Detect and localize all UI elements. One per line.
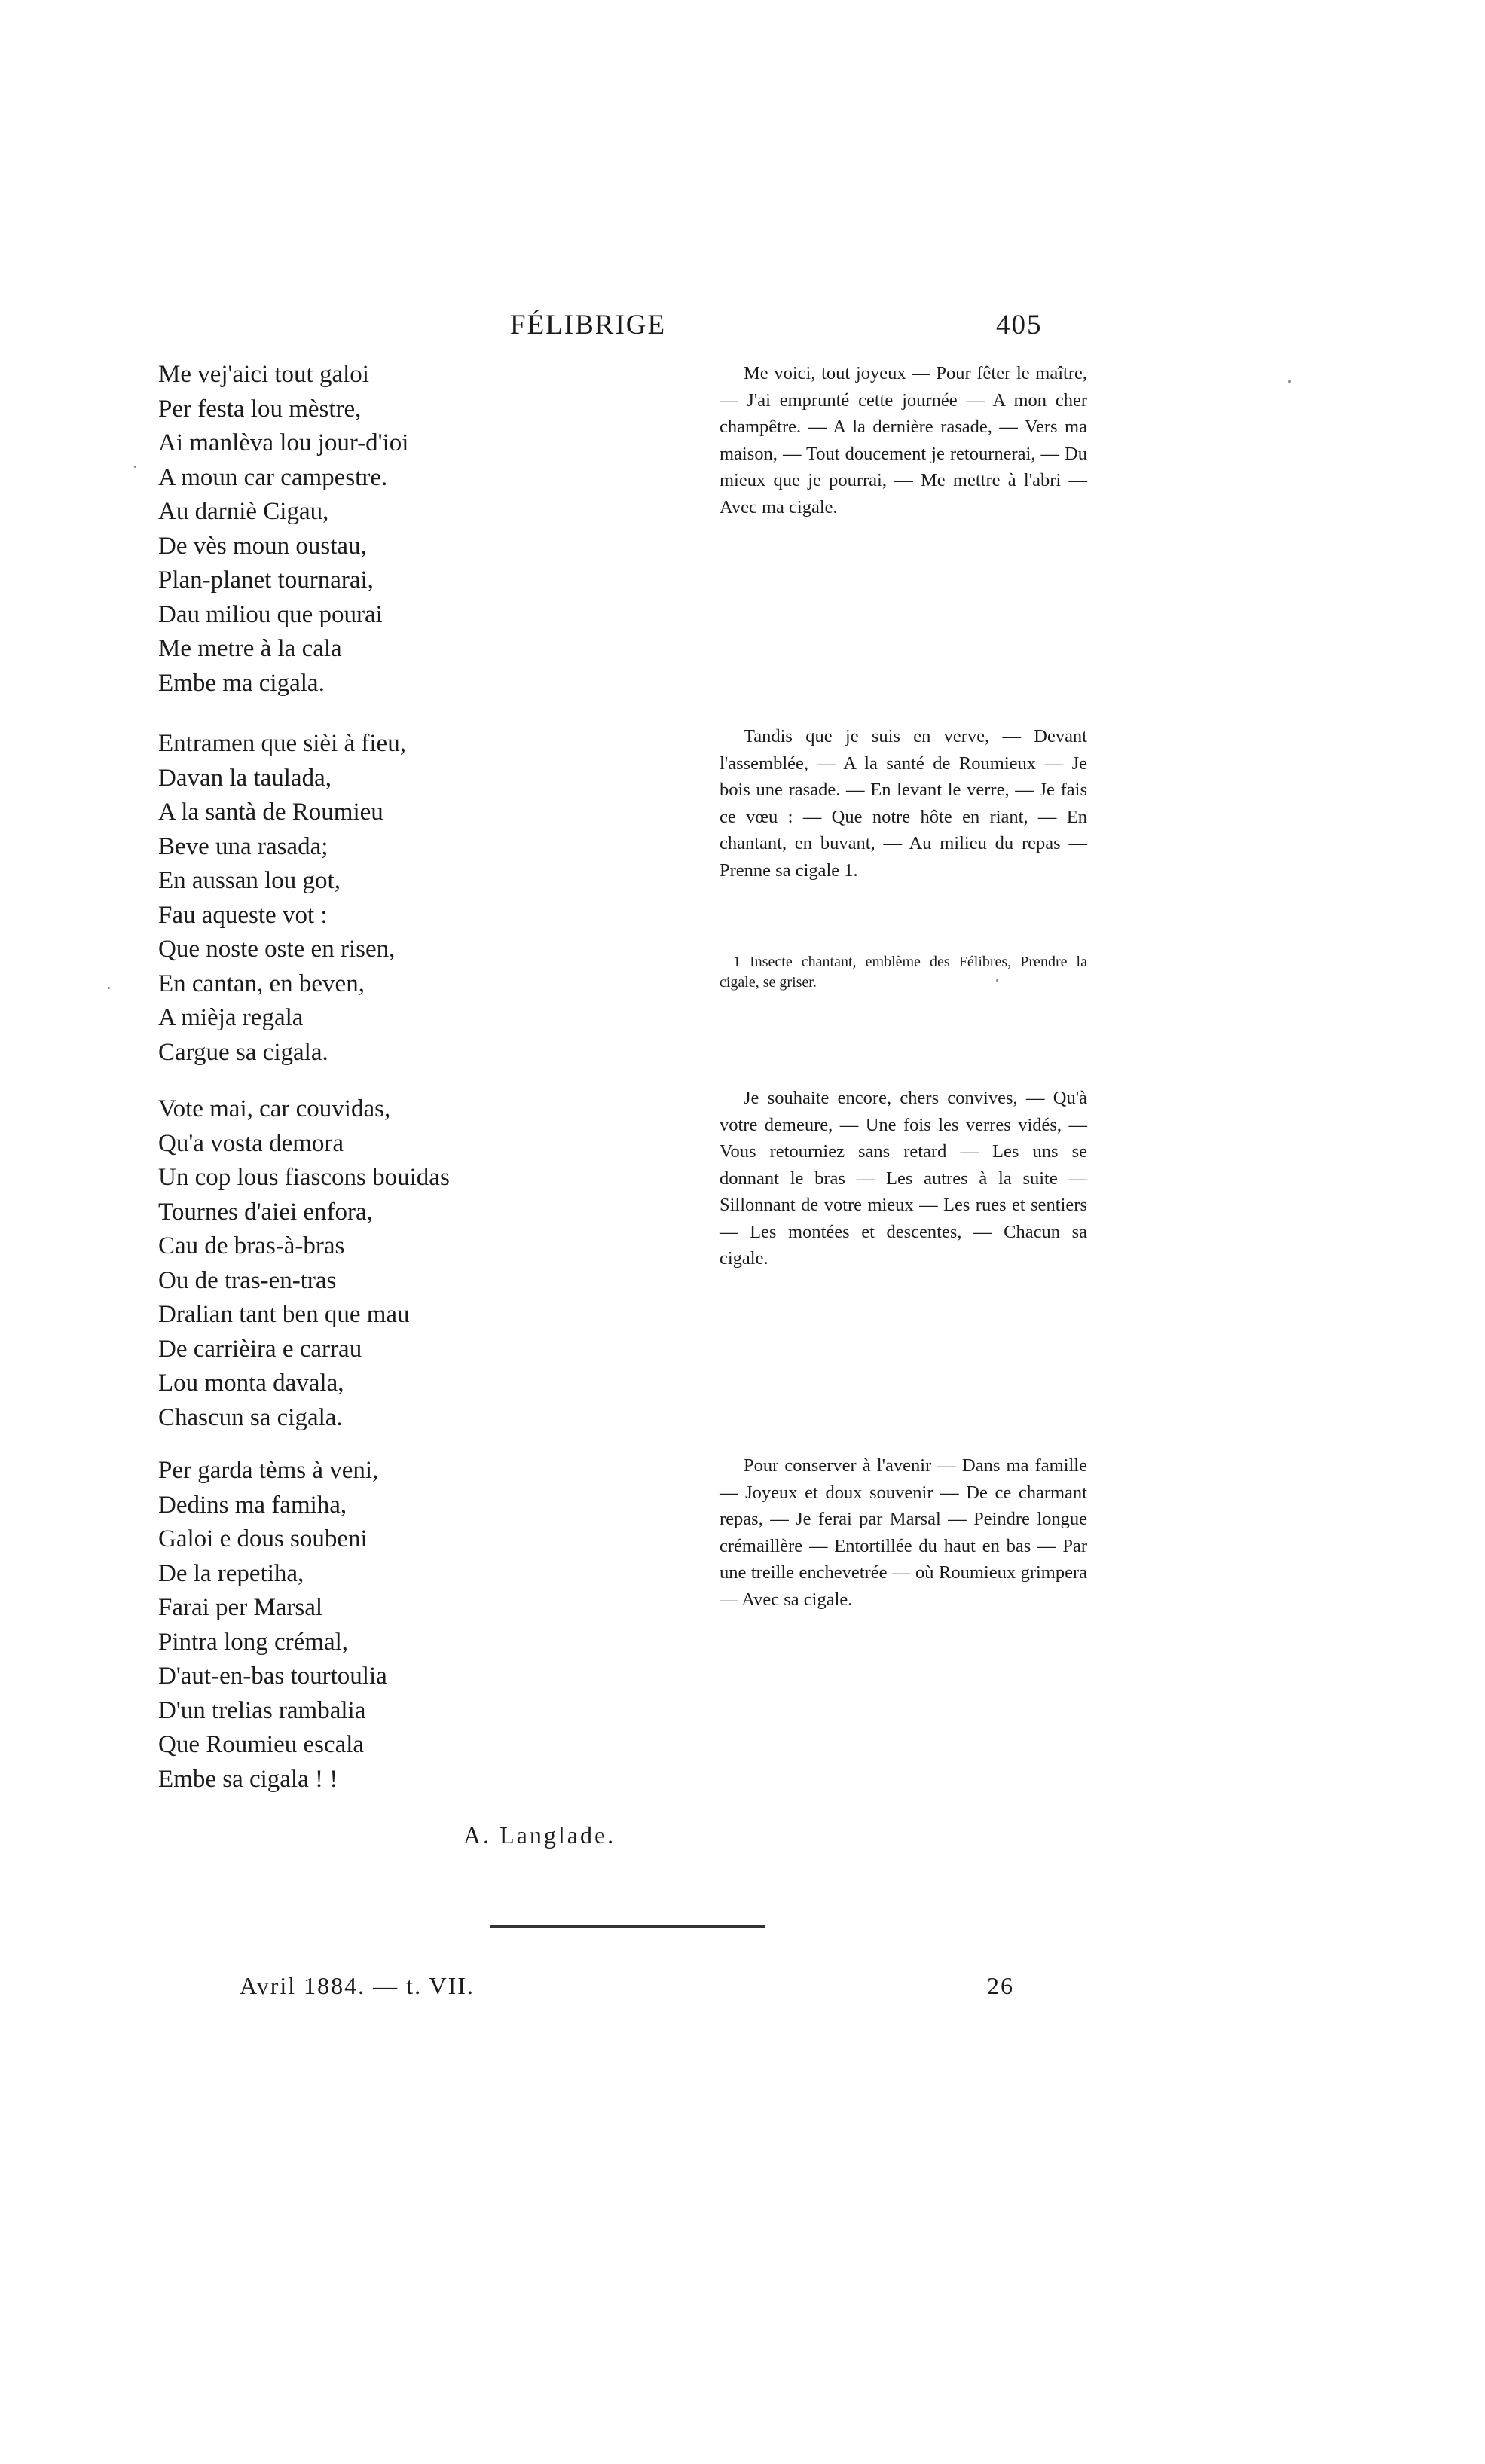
translation-paragraph: Me voici, tout joyeux — Pour fêter le maître, — J'ai emprunté cette journée — A mon cher champêtre. — A la dernière rasade, — Vers ma maison, — Tout doucement je retournerai, — Du mieux que je pourrai, — Me mettre à l'abri — Avec ma cigale. — [720, 363, 1087, 518]
translation-paragraph: Je souhaite encore, chers convives, — Qu'à votre demeure, — Une fois les verres vidés, — Vous retourniez sans retard — Les uns se donnant le bras — Les autres à la suite — Sillonnant de votre mieux — Les rues et sentiers — Les montées et descentes, — Chacun sa cigale. — [720, 1088, 1087, 1269]
poem-line: Per festa lou mèstre, — [158, 395, 362, 423]
poem-line: Lou monta davala, — [158, 1369, 344, 1397]
poem-line: Ou de tras-en-tras — [158, 1266, 337, 1294]
poem-line: Fau aqueste vot : — [158, 901, 328, 929]
translation-paragraph: Pour conserver à l'avenir — Dans ma famille — Joyeux et doux souvenir — De ce charmant repas, — Je ferai par Marsal — Peindre longue crémaillère — Entortillée du haut en bas — Par une treille enchevetrée — où Roumieux grimpera — Avec sa cigale. — [720, 1455, 1087, 1610]
poem-line: Vote mai, car couvidas, — [158, 1095, 391, 1122]
paper-speck — [134, 466, 136, 468]
poem-line: Pintra long crémal, — [158, 1628, 349, 1656]
poem-line: Tournes d'aiei enfora, — [158, 1198, 373, 1226]
poem-stanza — [158, 1454, 387, 1797]
paper-speck — [996, 979, 998, 982]
poem-line: En aussan lou got, — [158, 867, 341, 894]
poem-stanza — [158, 1092, 450, 1435]
poem-line: De la repetiha, — [158, 1559, 304, 1587]
poem-line: Plan-planet tournarai, — [158, 566, 374, 594]
page-number: 405 — [996, 310, 1043, 340]
footer-date-volume: Avril 1884. — t. VII. — [240, 1972, 475, 1999]
poem-line: A la santà de Roumieu — [158, 798, 383, 826]
poem-line: Beve una rasada; — [158, 832, 328, 860]
paper-speck — [108, 987, 110, 989]
poem-line: Galoi e dous soubeni — [158, 1525, 368, 1553]
translation-paragraph: Tandis que je suis en verve, — Devant l'assemblée, — A la santé de Roumieux — Je bois une rasade. — En levant le verre, — Je fais ce vœu : — Que notre hôte en riant, — En chantant, en buvant, — Au milieu du repas — Prenne sa cigale 1. — [720, 726, 1087, 881]
poem-line: Qu'a vosta demora — [158, 1129, 344, 1157]
poem-line: Que noste oste en risen, — [158, 936, 396, 963]
poem-line: Dau miliou que pourai — [158, 600, 383, 628]
author-signature: A. Langlade. — [463, 1821, 616, 1849]
poem-line: Au darniè Cigau, — [158, 498, 329, 525]
poem-line: D'un trelias rambalia — [158, 1696, 366, 1724]
poem-line: Chascun sa cigala. — [158, 1403, 343, 1431]
poem-line: Me metre à la cala — [158, 635, 342, 662]
poem-line: Embe ma cigala. — [158, 669, 325, 697]
poem-line: Davan la taulada, — [158, 764, 332, 792]
poem-line: Embe sa cigala ! ! — [158, 1765, 338, 1793]
poem-line: Cau de bras-à-bras — [158, 1232, 345, 1259]
poem-line: Per garda tèms à veni, — [158, 1457, 379, 1484]
divider-rule — [490, 1925, 765, 1928]
footnote: 1 Insecte chantant, emblème des Félibres, Prendre la cigale, se griser. — [720, 954, 1087, 991]
poem-line: Cargue sa cigala. — [158, 1038, 328, 1066]
poem-line: Farai per Marsal — [158, 1594, 323, 1621]
paper-speck — [1288, 380, 1291, 383]
poem-line: A mièja regala — [158, 1004, 304, 1031]
poem-line: D'aut-en-bas tourtoulia — [158, 1663, 387, 1690]
poem-line: Ai manlèva lou jour-d'ioi — [158, 429, 409, 456]
poem-line: De carrièira e carrau — [158, 1335, 362, 1363]
poem-line: A moun car campestre. — [158, 463, 388, 491]
poem-line: Me vej'aici tout galoi — [158, 361, 369, 388]
footer-signature-mark: 26 — [987, 1972, 1014, 1999]
poem-line: De vès moun oustau, — [158, 532, 367, 560]
poem-stanza — [158, 727, 406, 1070]
poem-line: En cantan, en beven, — [158, 969, 365, 997]
running-header-title: FÉLIBRIGE — [510, 310, 667, 340]
poem-line: Un cop lous fiascons bouidas — [158, 1164, 450, 1191]
poem-line: Entramen que sièi à fieu, — [158, 730, 406, 757]
poem-line: Dedins ma famiha, — [158, 1491, 347, 1519]
poem-line: Que Roumieu escala — [158, 1731, 365, 1758]
poem-line: Dralian tant ben que mau — [158, 1301, 410, 1328]
poem-stanza — [158, 358, 408, 701]
